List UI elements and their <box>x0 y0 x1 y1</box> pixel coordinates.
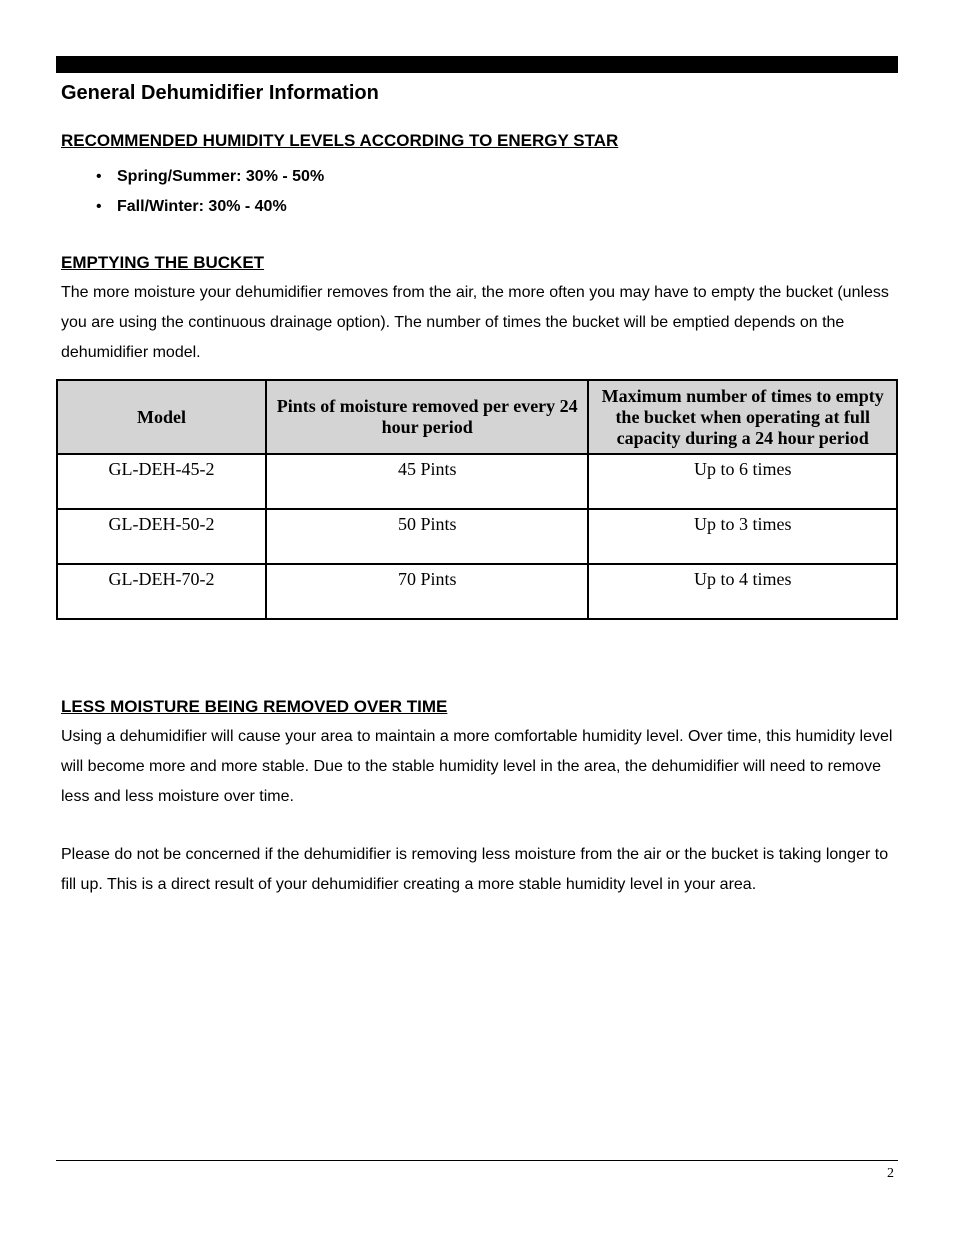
cell-model: GL-DEH-70-2 <box>57 564 266 619</box>
less-moisture-paragraph-1: Using a dehumidifier will cause your area to maintain a more comfortable humidity level. Over time, this humidity level will become more and more stable. Due to the stable humidity level in the area, the dehumidifier will need to remove less and less moisture over time. <box>61 728 893 805</box>
header-pints: Pints of moisture removed per every 24 hour period <box>266 380 588 454</box>
model-table <box>56 379 898 620</box>
header-model: Model <box>57 380 266 454</box>
page-title: General Dehumidifier Information <box>61 82 379 104</box>
humidity-heading: RECOMMENDED HUMIDITY LEVELS ACCORDING TO ENERGY STAR <box>61 131 619 150</box>
table-header-row <box>57 380 897 454</box>
cell-max-empties: Up to 4 times <box>588 564 897 619</box>
cell-model: GL-DEH-45-2 <box>57 454 266 509</box>
cell-pints: 70 Pints <box>266 564 588 619</box>
header-max-empties: Maximum number of times to empty the bucket when operating at full capacity during a 24 hour period <box>588 380 897 454</box>
table-row <box>57 509 897 564</box>
footer-rule <box>56 1160 898 1161</box>
humidity-item-spring-summer: • Spring/Summer: 30% - 50% <box>96 162 324 192</box>
table-row <box>57 454 897 509</box>
cell-max-empties: Up to 6 times <box>588 454 897 509</box>
table-row <box>57 564 897 619</box>
page-number: 2 <box>887 1166 894 1181</box>
less-moisture-paragraph-2: Please do not be concerned if the dehumidifier is removing less moisture from the air or the bucket is taking longer to fill up. This is a direct result of your dehumidifier creating a more stable humidity level in your area. <box>61 846 889 893</box>
humidity-item-fall-winter: • Fall/Winter: 30% - 40% <box>96 192 324 222</box>
bucket-heading: EMPTYING THE BUCKET <box>61 253 265 272</box>
less-moisture-heading: LESS MOISTURE BEING REMOVED OVER TIME <box>61 697 448 716</box>
cell-pints: 50 Pints <box>266 509 588 564</box>
cell-max-empties: Up to 3 times <box>588 509 897 564</box>
cell-model: GL-DEH-50-2 <box>57 509 266 564</box>
humidity-list <box>96 162 324 222</box>
cell-pints: 45 Pints <box>266 454 588 509</box>
header-bar <box>56 56 898 73</box>
bucket-paragraph: The more moisture your dehumidifier removes from the air, the more often you may have to empty the bucket (unless you are using the continuous drainage option). The number of times the bucket will be emptied depends on the dehumidifier model. <box>61 284 889 361</box>
